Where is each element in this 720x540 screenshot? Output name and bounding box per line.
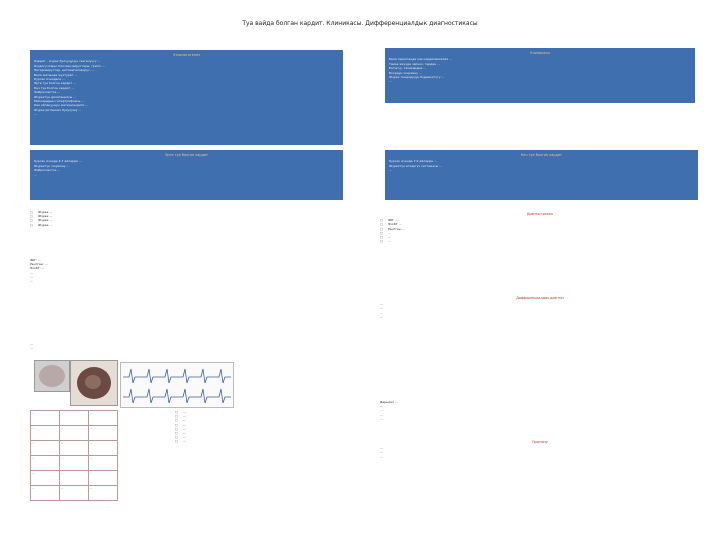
text-line: ...: [380, 310, 383, 315]
text-line: ...: [34, 172, 37, 177]
text-line: ...: [389, 79, 392, 84]
list-item-text: ...: [183, 418, 186, 423]
list-item: [380, 239, 700, 243]
text-line: ...: [30, 346, 33, 351]
table-cell: ...: [31, 471, 60, 486]
text-line: ...: [380, 416, 383, 421]
table-row: [31, 456, 118, 471]
page-title: Туа вайда болган кардит. Клиникасы. Дифференциалдык диагностикасы: [242, 20, 478, 27]
text-line: Энтеровирустар, цитомегаловирус, ...: [34, 68, 95, 73]
text-line: ...: [380, 408, 383, 413]
text-line: ...: [380, 446, 383, 451]
bullet-icon: □: [30, 210, 33, 214]
list-item-text: ...: [388, 239, 391, 244]
panel-late-carditis: [385, 150, 698, 200]
panel-early-carditis: [30, 150, 343, 200]
bullet-icon: □: [30, 222, 33, 227]
left-note: [30, 342, 350, 356]
bullet-icon: □: [175, 414, 178, 419]
list-item-text: ...: [183, 422, 186, 427]
bullet-icon: □: [380, 218, 383, 223]
bullet-icon: □: [175, 426, 178, 431]
list-item-text: Жүрөк ...: [38, 214, 53, 219]
list-item-text: ...: [183, 414, 186, 419]
table-cell: ...: [31, 456, 60, 471]
text-line: Эрте туа болгон кардит ...: [34, 81, 76, 86]
table-cell: ...: [60, 426, 89, 441]
panel-lines: [34, 159, 339, 177]
table-row: [31, 426, 118, 441]
text-line: Курсак ичиндеги ...: [34, 77, 65, 82]
text-line: ...: [380, 404, 383, 409]
text-line: Коздогучтары: Коксаки вирустары, грипп, ...: [34, 63, 106, 68]
table-cell: ...: [89, 411, 118, 426]
text-line: Ентигүү, тахикардия ...: [389, 66, 427, 71]
panel-clinic: [385, 48, 695, 103]
bottom-middle-text: [175, 410, 365, 530]
section-heading: Прогнозу: [532, 440, 548, 444]
table-cell: ...: [60, 486, 89, 501]
bullet-icon: □: [175, 439, 178, 444]
panel-heading: Клиникасы: [530, 51, 550, 55]
table-cell: ...: [31, 486, 60, 501]
table-row: [31, 486, 118, 501]
bullet-icon: □: [175, 422, 178, 427]
list-item-text: Жүрөк ...: [38, 222, 53, 227]
text-line: Бала жатында жуктурат ...: [34, 72, 78, 77]
text-line: Кеч туа болгон кардит ...: [34, 85, 75, 90]
text-line: Кардит - жүрөк булчуңунун сезгенүүсү ...: [34, 59, 101, 64]
text-line: ...: [380, 412, 383, 417]
text-line: Жүрөктүн чоңоюшу ...: [34, 163, 70, 168]
text-line: Рентген: ...: [30, 262, 48, 267]
text-line: ...: [380, 450, 383, 455]
panel-lines: [389, 57, 691, 83]
list-item: [30, 223, 350, 227]
bullet-icon: □: [175, 410, 178, 414]
text-line: Курсак ичинде 4-7 айларда ...: [34, 159, 82, 164]
bullet-icon: □: [175, 431, 178, 436]
table-cell: ...: [89, 471, 118, 486]
list-item-text: Жүрөк ...: [38, 210, 53, 214]
bullet-icon: □: [380, 222, 383, 227]
text-line: ЭКГ: ...: [30, 258, 41, 262]
right-prognosis: [380, 440, 700, 470]
table-cell: ...: [31, 441, 60, 456]
bullet-icon: □: [175, 418, 178, 423]
table-cell: ...: [60, 411, 89, 426]
list-item-text: ЭКГ ...: [388, 218, 398, 223]
list-item-text: ...: [183, 410, 186, 414]
text-line: ...: [30, 274, 33, 279]
table-cell: ...: [60, 441, 89, 456]
right-diagnostics: [380, 212, 700, 287]
text-line: Жүрөк тондорунун бүдөмүктүгү ...: [389, 75, 445, 80]
diagnosis-table: [30, 410, 118, 501]
text-line: Фиброэластоз ...: [34, 168, 61, 173]
text-line: Жүрөктүн өткөргүч системасы ...: [389, 163, 442, 168]
ecg-waveform: [121, 363, 233, 407]
text-line: Жүрөк ритминин бузулушу ...: [34, 107, 82, 112]
table-cell: ...: [89, 456, 118, 471]
table-cell: ...: [31, 411, 60, 426]
text-line: Тамак эмүүдө чарчоо, тердөө ...: [389, 61, 440, 66]
heart-specimen-image: [70, 360, 118, 406]
table-cell: ...: [89, 426, 118, 441]
list-item-text: Рентген ...: [388, 226, 405, 231]
panel-lines: [389, 159, 694, 172]
right-differential: [380, 296, 700, 338]
table-cell: ...: [89, 486, 118, 501]
table-cell: ...: [60, 471, 89, 486]
left-bullets: [30, 210, 350, 250]
list-item-text: ...: [183, 431, 186, 436]
text-line: ...: [34, 112, 37, 117]
bullet-icon: □: [380, 235, 383, 240]
heart-photo-image: [34, 360, 70, 392]
text-line: ...: [389, 168, 392, 173]
bullet-icon: □: [30, 214, 33, 219]
text-line: ...: [30, 342, 33, 346]
text-line: Курсак ичинде 7-9 айларда ...: [389, 159, 437, 164]
left-diagnostics: [30, 258, 350, 340]
text-line: Миокарддын гипертрофиясы ...: [34, 99, 85, 104]
ecg-strip-image: [120, 362, 234, 408]
text-line: Дарылоо ...: [380, 400, 398, 404]
text-line: ...: [30, 270, 33, 275]
section-heading: Диагностикасы: [526, 212, 554, 216]
bullet-icon: □: [380, 226, 383, 231]
list-item: [175, 439, 365, 443]
text-line: ...: [30, 279, 33, 284]
right-treatment: [380, 400, 700, 434]
text-line: Боордун чоңоюшу ...: [389, 70, 422, 75]
text-line: Кан айлануунун жетишсиздиги ...: [34, 103, 89, 108]
bullet-icon: □: [175, 435, 178, 440]
panel-heading: Эрте туа болгон кардит: [164, 153, 209, 157]
list-item-text: ...: [183, 426, 186, 431]
section-heading: Дифференциалдык диагноз: [516, 296, 564, 300]
panel-etiopathogenesis: [30, 50, 343, 145]
bullet-icon: □: [380, 230, 383, 235]
table-cell: ...: [60, 456, 89, 471]
table-row: [31, 471, 118, 486]
panel-heading: Этиопатогенез: [173, 53, 200, 57]
list-item-text: ...: [388, 235, 391, 240]
list-item-text: ЭхоКГ ...: [388, 222, 402, 227]
bullet-icon: □: [30, 218, 33, 223]
text-line: Фиброэластоз ...: [34, 90, 61, 95]
list-item-text: Жүрөк ...: [38, 218, 53, 223]
table-cell: ...: [31, 426, 60, 441]
table-cell: ...: [89, 441, 118, 456]
panel-heading: Кеч туа болгон кардит: [521, 153, 562, 157]
text-line: Жүрөктүн дилатациясы ...: [34, 94, 76, 99]
text-line: ...: [380, 454, 383, 459]
text-line: Бала төрөлгөндө эле кардиомегалия ...: [389, 57, 452, 62]
list-item-text: ...: [183, 435, 186, 440]
table-row: [31, 441, 118, 456]
bullet-icon: □: [380, 239, 383, 244]
text-line: ...: [380, 306, 383, 311]
text-line: ...: [380, 314, 383, 319]
list-item-text: ...: [388, 230, 391, 235]
list-item-text: ...: [183, 439, 186, 444]
text-line: ...: [380, 302, 383, 307]
text-line: ЭхоКГ: ...: [30, 266, 45, 271]
table-row: [31, 411, 118, 426]
panel-lines: [34, 59, 339, 116]
